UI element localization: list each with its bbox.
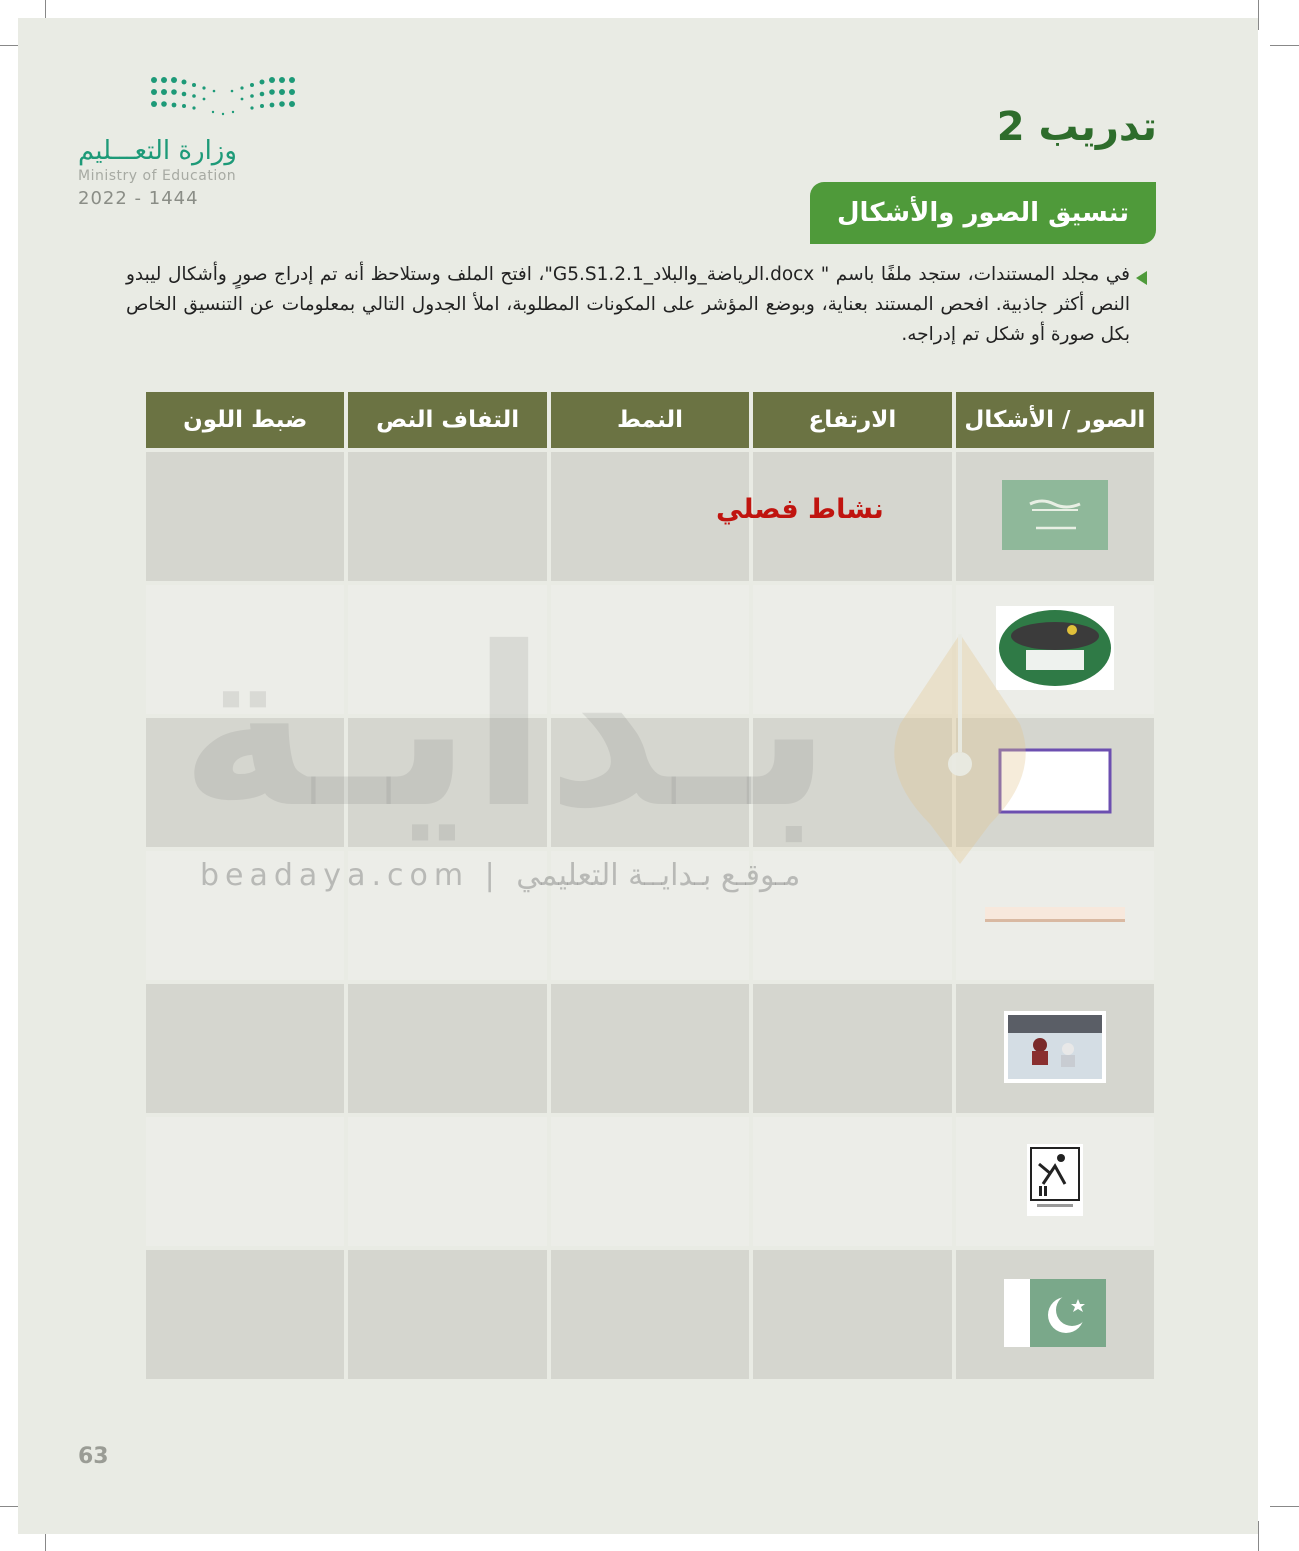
table-header-row xyxy=(146,392,1154,448)
bullet-icon xyxy=(1136,271,1147,285)
crop-mark xyxy=(1270,1506,1299,1507)
ministry-logo xyxy=(78,70,278,240)
cricket-icon xyxy=(1027,1144,1083,1216)
style-cell[interactable] xyxy=(551,851,749,980)
ministry-dots-icon xyxy=(148,74,298,130)
team-photo-icon xyxy=(996,606,1114,690)
ministry-name-english: Ministry of Education xyxy=(78,168,237,184)
color-cell[interactable] xyxy=(146,1250,344,1379)
color-cell[interactable] xyxy=(146,1117,344,1246)
line-shape-icon xyxy=(985,905,1125,923)
class-activity-stamp: نشاط فصلي xyxy=(716,494,884,525)
column-header-images: الصور / الأشكال xyxy=(956,392,1154,448)
rectangle-shape-icon xyxy=(998,748,1112,814)
height-cell[interactable] xyxy=(753,585,951,714)
thumb-cell xyxy=(956,984,1154,1113)
thumb-cell xyxy=(956,1250,1154,1379)
ministry-name-arabic: وزارة التعـــليم xyxy=(78,136,237,166)
wrap-cell[interactable] xyxy=(348,585,546,714)
crop-mark xyxy=(1258,1521,1259,1551)
wrap-cell[interactable] xyxy=(348,1117,546,1246)
wrap-cell[interactable] xyxy=(348,984,546,1113)
wrap-cell[interactable] xyxy=(348,851,546,980)
thumb-cell xyxy=(956,1117,1154,1246)
table-row xyxy=(146,851,1154,980)
column-header-color-adjust: ضبط اللون xyxy=(146,392,344,448)
height-cell[interactable] xyxy=(753,718,951,847)
style-cell[interactable] xyxy=(551,1250,749,1379)
style-cell[interactable] xyxy=(551,585,749,714)
table-row xyxy=(146,984,1154,1113)
color-cell[interactable] xyxy=(146,585,344,714)
page-number: 63 xyxy=(78,1444,109,1469)
wrap-cell[interactable] xyxy=(348,1250,546,1379)
page-title: تدريب 2 xyxy=(996,104,1157,150)
table-row xyxy=(146,452,1154,581)
style-cell[interactable] xyxy=(551,1117,749,1246)
height-cell[interactable] xyxy=(753,851,951,980)
height-cell[interactable] xyxy=(753,1117,951,1246)
pakistan-flag-icon xyxy=(1004,1279,1106,1347)
crop-mark xyxy=(1258,0,1259,30)
color-cell[interactable] xyxy=(146,452,344,581)
wrap-cell[interactable] xyxy=(348,718,546,847)
style-cell[interactable] xyxy=(551,984,749,1113)
hockey-photo-icon xyxy=(1004,1011,1106,1083)
color-cell[interactable] xyxy=(146,718,344,847)
table-row xyxy=(146,1250,1154,1379)
table-row xyxy=(146,718,1154,847)
thumb-cell xyxy=(956,452,1154,581)
color-cell[interactable] xyxy=(146,851,344,980)
table-row xyxy=(146,1117,1154,1246)
height-cell[interactable] xyxy=(753,1250,951,1379)
column-header-text-wrap: التفاف النص xyxy=(348,392,546,448)
section-banner: تنسيق الصور والأشكال xyxy=(810,182,1156,244)
saudi-flag-icon xyxy=(1002,480,1108,550)
thumb-cell xyxy=(956,585,1154,714)
thumb-cell xyxy=(956,851,1154,980)
ministry-year: 2022 - 1444 xyxy=(78,188,199,209)
column-header-style: النمط xyxy=(551,392,749,448)
wrap-cell[interactable] xyxy=(348,452,546,581)
formatting-table xyxy=(142,388,1158,1383)
column-header-height: الارتفاع xyxy=(753,392,951,448)
instructions-paragraph: في مجلد المستندات، ستجد ملفًا باسم " docx.الرياضة_والبلاد_G5.S1.2.1"، افتح الملف وستلاحظ أنه تم إدراج صورٍ وأشكال ليبدو النص أكثر جاذبية. افحص المستند بعناية، وبوضع المؤشر على المكونات المطلوبة، املأ الجدول التالي بمعلومات عن التنسيق الخاص بكل صورة أو شكل تم إدراجه. xyxy=(126,264,1130,345)
crop-mark xyxy=(1270,45,1299,46)
table-row xyxy=(146,585,1154,714)
thumb-cell xyxy=(956,718,1154,847)
height-cell[interactable] xyxy=(753,984,951,1113)
style-cell[interactable] xyxy=(551,718,749,847)
watermark-site-text: beadaya.com | مـوقـع بـدايــة التعليمي xyxy=(200,858,801,893)
color-cell[interactable] xyxy=(146,984,344,1113)
